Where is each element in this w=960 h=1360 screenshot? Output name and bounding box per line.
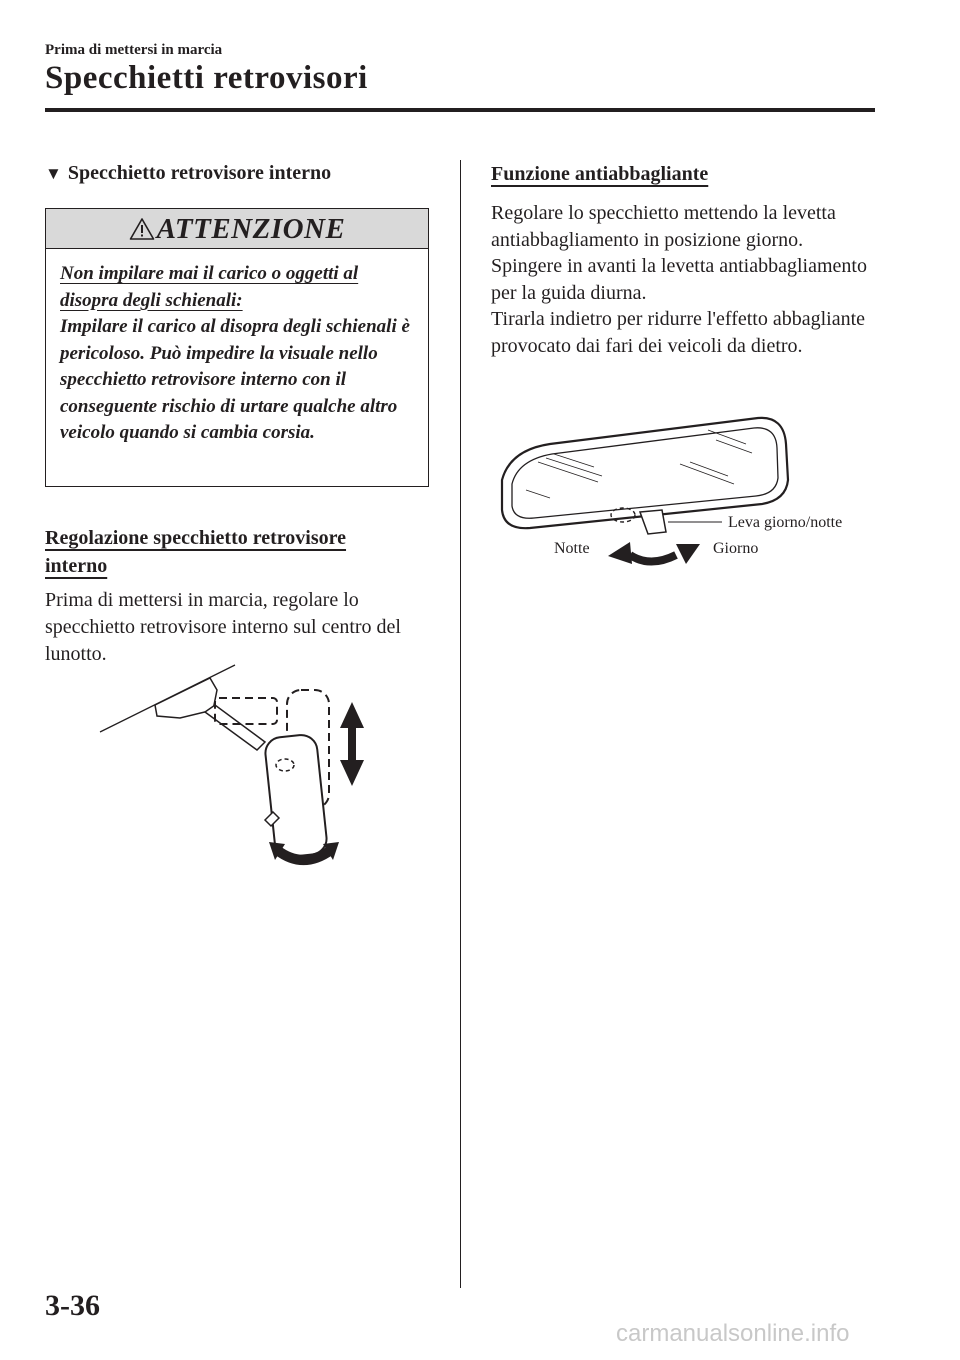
antiglare-heading: Funzione antiabbagliante <box>491 163 709 185</box>
page-title: Specchietti retrovisori <box>45 60 368 96</box>
subsection-heading-text: Specchietto retrovisore interno <box>67 162 332 184</box>
warning-lead-line1: Non impilare mai il carico o oggetti al <box>60 263 359 284</box>
warning-title: ATTENZIONE <box>156 213 346 245</box>
antiglare-text-3: Tirarla indietro per ridurre l'effetto abbagliante provocato dai fari dei veicoli da dietro. <box>491 308 866 357</box>
warning-header <box>46 209 428 249</box>
section-label: Prima di mettersi in marcia <box>45 42 223 58</box>
antiglare-text-2: Spingere in avanti la levetta antiabbagliamento per la guida diurna. <box>491 255 867 304</box>
antiglare-mirror-illustration <box>490 410 810 575</box>
watermark: carmanualsonline.info <box>616 1320 850 1347</box>
adjust-heading-line1: Regolazione specchietto retrovisore <box>45 527 347 549</box>
antiglare-body <box>491 200 891 359</box>
label-night: Notte <box>554 540 590 557</box>
mirror-adjust-illustration <box>95 660 365 875</box>
column-divider <box>460 160 461 1288</box>
label-day: Giorno <box>713 540 759 557</box>
adjust-body: Prima di mettersi in marcia, regolare lo specchietto retrovisore interno sul centro del lunotto. <box>45 589 401 665</box>
warning-triangle-icon <box>129 217 155 246</box>
label-lever: Leva giorno/notte <box>728 514 843 531</box>
page-number: 3-36 <box>45 1289 100 1322</box>
adjust-heading-line2: interno <box>45 555 108 577</box>
subsection-heading <box>45 162 331 185</box>
antiglare-text-1: Regolare lo specchietto mettendo la levetta antiabbagliamento in posizione giorno. <box>491 202 836 251</box>
adjust-heading <box>45 524 445 580</box>
warning-body <box>60 261 420 447</box>
warning-box <box>45 208 429 487</box>
triangle-marker-icon: ▼ <box>45 164 62 183</box>
title-rule <box>45 108 875 112</box>
warning-lead-line2: disopra degli schienali: <box>60 289 243 311</box>
warning-text: Impilare il carico al disopra degli schienali è pericoloso. Può impedire la visuale nello specchietto retrovisore interno con il conseguente rischio di urtare qualche altro veicolo quando si cambia corsia. <box>60 316 410 443</box>
